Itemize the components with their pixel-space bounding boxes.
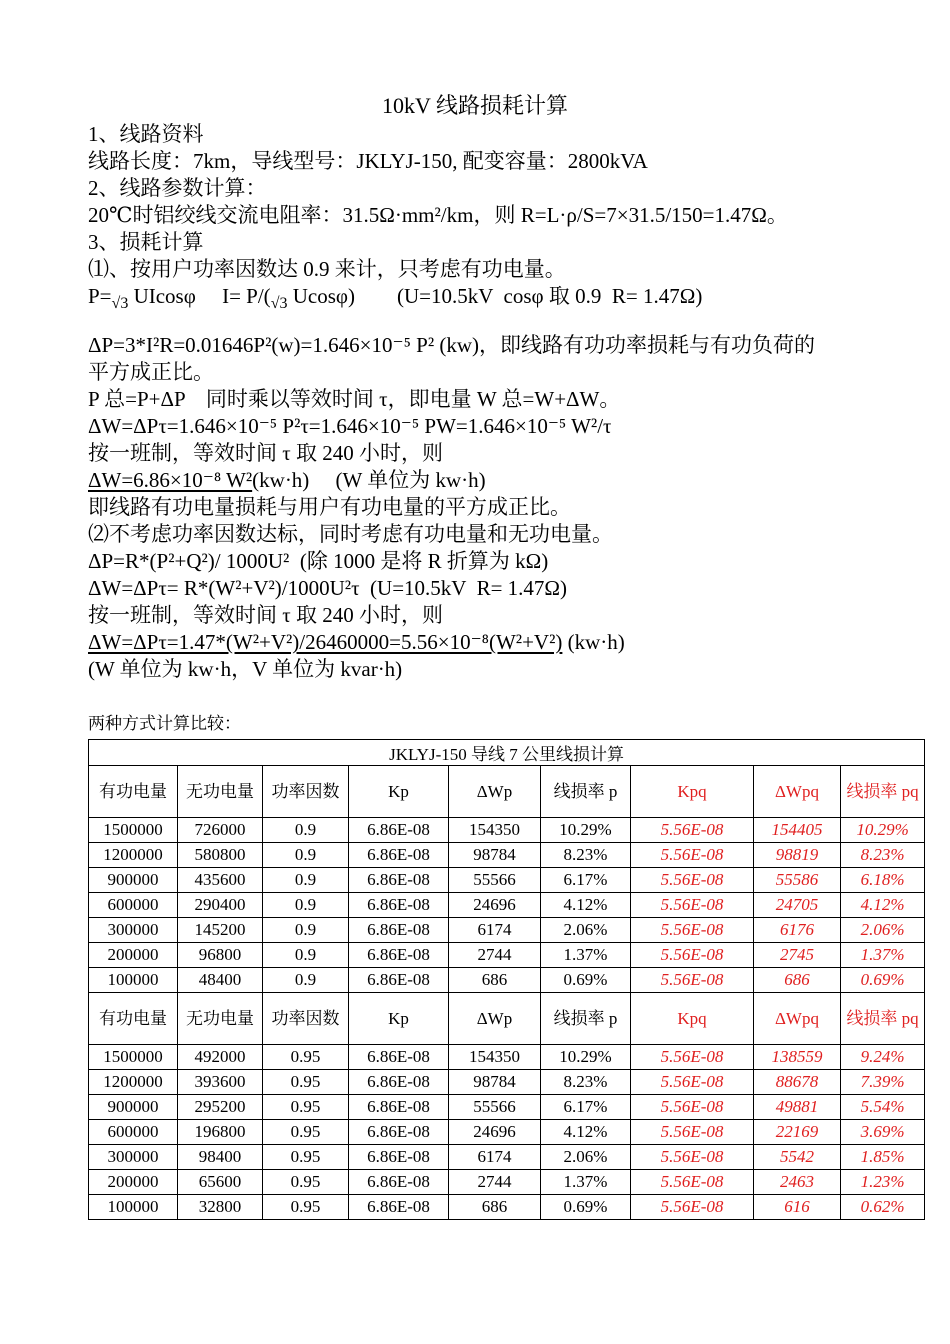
table-cell: 6.86E-08 [349, 868, 449, 893]
table-cell: 10.29% [841, 818, 925, 843]
table-cell: 8.23% [541, 843, 631, 868]
table-cell: 0.9 [263, 843, 349, 868]
table-header-cell: ΔWp [449, 993, 541, 1045]
underlined-formula: ΔW=ΔPτ=1.47*(W²+V²)/26460000=5.56×10⁻⁸(W²+V²) [88, 630, 563, 654]
table-cell: 5.56E-08 [631, 1170, 754, 1195]
table-header-cell: 线损率 p [541, 993, 631, 1045]
delta-p-formula-continuation: 平方成正比。 [88, 360, 214, 384]
table-cell: 1200000 [89, 843, 178, 868]
table-header-cell: 有功电量 [89, 766, 178, 818]
table-cell: 300000 [89, 918, 178, 943]
delta-w-pq-formula-line: ΔW=ΔPτ= R*(W²+V²)/1000U²τ (U=10.5kV R= 1.47Ω) [88, 576, 568, 600]
conclusion-line-1: 即线路有功电量损耗与用户有功电量的平方成正比。 [88, 495, 571, 519]
table-cell: 6.86E-08 [349, 818, 449, 843]
table-cell: 65600 [178, 1170, 263, 1195]
formula-text: (kw·h) [562, 630, 625, 654]
table-cell: 6.86E-08 [349, 918, 449, 943]
table-header-cell: Kpq [631, 766, 754, 818]
table-cell: 0.95 [263, 1070, 349, 1095]
table-cell: 2745 [754, 943, 841, 968]
table-row [89, 818, 925, 843]
table-header-cell: 功率因数 [263, 766, 349, 818]
table-cell: 5542 [754, 1145, 841, 1170]
table-cell: 0.95 [263, 1120, 349, 1145]
delta-p-pq-formula-line: ΔP=R*(P²+Q²)/ 1000U² (除 1000 是将 R 折算为 kΩ) [88, 549, 549, 573]
table-cell: 580800 [178, 843, 263, 868]
table-row [89, 1145, 925, 1170]
table-cell: 393600 [178, 1070, 263, 1095]
table-cell: 8.23% [841, 843, 925, 868]
table-cell: 0.69% [541, 1195, 631, 1220]
table-cell: 6.86E-08 [349, 1095, 449, 1120]
table-cell: 5.56E-08 [631, 1095, 754, 1120]
resistance-formula-text: 20℃时铝绞线交流电阻率：31.5Ω·mm²/km，则 R=L·ρ/S=7×31.5/150=1.47Ω。 [88, 203, 788, 227]
table-cell: 196800 [178, 1120, 263, 1145]
table-cell: 0.69% [541, 968, 631, 993]
formula-text: Ucosφ) (U=10.5kV cosφ 取 0.9 R= 1.47Ω) [287, 284, 703, 308]
table-cell: 24696 [449, 1120, 541, 1145]
section-1-heading: 1、线路资料 [88, 122, 204, 146]
table-cell: 154350 [449, 1045, 541, 1070]
table-header-cell: Kp [349, 993, 449, 1045]
table-header-cell: 有功电量 [89, 993, 178, 1045]
delta-p-formula-line: ΔP=3*I²R=0.01646P²(w)=1.646×10⁻⁵ P² (kw)，即线路有功功率损耗与有功负荷的 [88, 333, 816, 357]
table-cell: 0.95 [263, 1045, 349, 1070]
power-formula-line [88, 283, 862, 317]
table-cell: 2744 [449, 1170, 541, 1195]
table-cell: 1500000 [89, 1045, 178, 1070]
table-row [89, 868, 925, 893]
table-cell: 6.86E-08 [349, 843, 449, 868]
table-cell: 6.86E-08 [349, 968, 449, 993]
table-row [89, 843, 925, 868]
table-cell: 5.56E-08 [631, 943, 754, 968]
table-row [89, 1095, 925, 1120]
table-cell: 5.56E-08 [631, 893, 754, 918]
table-cell: 55566 [449, 1095, 541, 1120]
table-cell: 0.9 [263, 968, 349, 993]
table-cell: 2.06% [841, 918, 925, 943]
table-cell: 98784 [449, 843, 541, 868]
table-cell: 6.86E-08 [349, 893, 449, 918]
table-cell: 154350 [449, 818, 541, 843]
table-header-cell: Kpq [631, 993, 754, 1045]
delta-w-formula-line: ΔW=ΔPτ=1.646×10⁻⁵ P²τ=1.646×10⁻⁵ PW=1.646×10⁻⁵ W²/τ [88, 414, 612, 438]
table-cell: 686 [449, 968, 541, 993]
table-header-cell: 功率因数 [263, 993, 349, 1045]
table-cell: 48400 [178, 968, 263, 993]
table-cell: 686 [754, 968, 841, 993]
table-cell: 5.56E-08 [631, 968, 754, 993]
table-cell: 6.86E-08 [349, 943, 449, 968]
table-cell: 1500000 [89, 818, 178, 843]
table-cell: 0.62% [841, 1195, 925, 1220]
table-row [89, 918, 925, 943]
table-title-row [89, 740, 925, 766]
table-header-cell: ΔWpq [754, 766, 841, 818]
table-cell: 4.12% [841, 893, 925, 918]
table-row [89, 968, 925, 993]
table-cell: 32800 [178, 1195, 263, 1220]
table-cell: 145200 [178, 918, 263, 943]
table-cell: 0.9 [263, 943, 349, 968]
table-header-cell: 无功电量 [178, 766, 263, 818]
line-info-text: 线路长度：7km，导线型号：JKLYJ-150, 配变容量：2800kVA [88, 149, 648, 173]
table-cell: 0.95 [263, 1095, 349, 1120]
table-cell: 1.37% [541, 943, 631, 968]
section-3-heading: 3、损耗计算 [88, 230, 204, 254]
table-cell: 55586 [754, 868, 841, 893]
table-cell: 6.17% [541, 1095, 631, 1120]
table-cell: 154405 [754, 818, 841, 843]
table-cell: 24705 [754, 893, 841, 918]
p-total-formula-line: P 总=P+ΔP 同时乘以等效时间 τ，即电量 W 总=W+ΔW。 [88, 387, 621, 411]
table-cell: 5.56E-08 [631, 868, 754, 893]
table-header-cell: 线损率 pq [841, 993, 925, 1045]
table-cell: 0.95 [263, 1145, 349, 1170]
table-cell: 726000 [178, 818, 263, 843]
table-cell: 600000 [89, 1120, 178, 1145]
table-cell: 8.23% [541, 1070, 631, 1095]
sqrt3-symbol: √3 [270, 295, 288, 312]
table-cell: 6.86E-08 [349, 1045, 449, 1070]
table-cell: 0.95 [263, 1170, 349, 1195]
table-cell: 10.29% [541, 1045, 631, 1070]
method-2-heading: ⑵不考虑功率因数达标，同时考虑有功电量和无功电量。 [88, 522, 613, 546]
table-cell: 0.95 [263, 1195, 349, 1220]
table-cell: 900000 [89, 1095, 178, 1120]
table-cell: 6174 [449, 918, 541, 943]
table-row [89, 893, 925, 918]
table-cell: 5.56E-08 [631, 1145, 754, 1170]
table-cell: 435600 [178, 868, 263, 893]
table-row [89, 943, 925, 968]
table-cell: 49881 [754, 1095, 841, 1120]
table-cell: 2744 [449, 943, 541, 968]
table-cell: 9.24% [841, 1045, 925, 1070]
table-cell: 0.9 [263, 918, 349, 943]
table-row [89, 1170, 925, 1195]
units-note-line: (W 单位为 kw·h，V 单位为 kvar·h) [88, 657, 403, 681]
table-cell: 290400 [178, 893, 263, 918]
table-row [89, 1045, 925, 1070]
table-cell: 6.86E-08 [349, 1070, 449, 1095]
table-cell: 686 [449, 1195, 541, 1220]
table-cell: 900000 [89, 868, 178, 893]
table-cell: 5.56E-08 [631, 1045, 754, 1070]
table-cell: 100000 [89, 1195, 178, 1220]
table-cell: 200000 [89, 1170, 178, 1195]
table-header-row [89, 993, 925, 1045]
table-cell: 55566 [449, 868, 541, 893]
formula-text: UIcosφ I= P/( [128, 284, 271, 308]
table-cell: 1.23% [841, 1170, 925, 1195]
table-cell: 6.86E-08 [349, 1170, 449, 1195]
table-cell: 3.69% [841, 1120, 925, 1145]
table-header-cell: 线损率 pq [841, 766, 925, 818]
table-header-cell: 线损率 p [541, 766, 631, 818]
table-cell: 5.56E-08 [631, 918, 754, 943]
shift-note-line-1: 按一班制，等效时间 τ 取 240 小时，则 [88, 441, 443, 465]
table-cell: 1.37% [841, 943, 925, 968]
document-title: 10kV 线路损耗计算 [382, 93, 568, 118]
table-cell: 98819 [754, 843, 841, 868]
table-cell: 7.39% [841, 1070, 925, 1095]
table-row [89, 1120, 925, 1145]
comparison-table [88, 739, 925, 1220]
table-cell: 98400 [178, 1145, 263, 1170]
table-header-cell: Kp [349, 766, 449, 818]
shift-note-line-2: 按一班制，等效时间 τ 取 240 小时，则 [88, 603, 443, 627]
table-body [89, 740, 925, 1220]
table-cell: 6.86E-08 [349, 1145, 449, 1170]
table-cell: 0.9 [263, 893, 349, 918]
table-cell: 616 [754, 1195, 841, 1220]
table-cell: 6174 [449, 1145, 541, 1170]
table-cell: 5.56E-08 [631, 1195, 754, 1220]
table-cell: 0.69% [841, 968, 925, 993]
table-cell: 4.12% [541, 893, 631, 918]
table-cell: 138559 [754, 1045, 841, 1070]
table-header-cell: ΔWpq [754, 993, 841, 1045]
table-cell: 10.29% [541, 818, 631, 843]
table-cell: 5.54% [841, 1095, 925, 1120]
table-cell: 5.56E-08 [631, 1070, 754, 1095]
table-cell: 492000 [178, 1045, 263, 1070]
table-cell: 0.9 [263, 818, 349, 843]
table-header-row [89, 766, 925, 818]
underlined-formula: ΔW=6.86×10⁻⁸ W² [88, 468, 253, 492]
table-cell: 5.56E-08 [631, 843, 754, 868]
delta-w-result-line-1 [88, 467, 862, 494]
table-cell: 6.86E-08 [349, 1195, 449, 1220]
table-cell: 1.85% [841, 1145, 925, 1170]
section-2-heading: 2、线路参数计算： [88, 176, 267, 200]
table-cell: 4.12% [541, 1120, 631, 1145]
table-header-cell: ΔWp [449, 766, 541, 818]
table-row [89, 1070, 925, 1095]
formula-text: P= [88, 284, 112, 308]
sqrt3-symbol: √3 [111, 295, 129, 312]
table-cell: 1.37% [541, 1170, 631, 1195]
delta-w-result-line-2 [88, 629, 862, 656]
table-cell: 98784 [449, 1070, 541, 1095]
table-cell: 6.18% [841, 868, 925, 893]
table-cell: 6.86E-08 [349, 1120, 449, 1145]
method-1-heading: ⑴、按用户功率因数达 0.9 来计，只考虑有功电量。 [88, 257, 566, 281]
table-cell: 6.17% [541, 868, 631, 893]
table-row [89, 1195, 925, 1220]
table-cell: 600000 [89, 893, 178, 918]
table-cell: 100000 [89, 968, 178, 993]
table-cell: 6176 [754, 918, 841, 943]
table-cell: 5.56E-08 [631, 818, 754, 843]
table-cell: 88678 [754, 1070, 841, 1095]
table-header-cell: 无功电量 [178, 993, 263, 1045]
table-cell: 22169 [754, 1120, 841, 1145]
table-title: JKLYJ-150 导线 7 公里线损计算 [89, 740, 925, 766]
table-cell: 2.06% [541, 1145, 631, 1170]
table-cell: 96800 [178, 943, 263, 968]
table-cell: 1200000 [89, 1070, 178, 1095]
table-cell: 24696 [449, 893, 541, 918]
table-cell: 0.9 [263, 868, 349, 893]
table-cell: 5.56E-08 [631, 1120, 754, 1145]
comparison-label: 两种方式计算比较： [88, 714, 241, 733]
table-cell: 295200 [178, 1095, 263, 1120]
table-cell: 2.06% [541, 918, 631, 943]
table-cell: 300000 [89, 1145, 178, 1170]
table-cell: 200000 [89, 943, 178, 968]
table-cell: 2463 [754, 1170, 841, 1195]
formula-text: (kw·h) (W 单位为 kw·h) [252, 468, 486, 492]
